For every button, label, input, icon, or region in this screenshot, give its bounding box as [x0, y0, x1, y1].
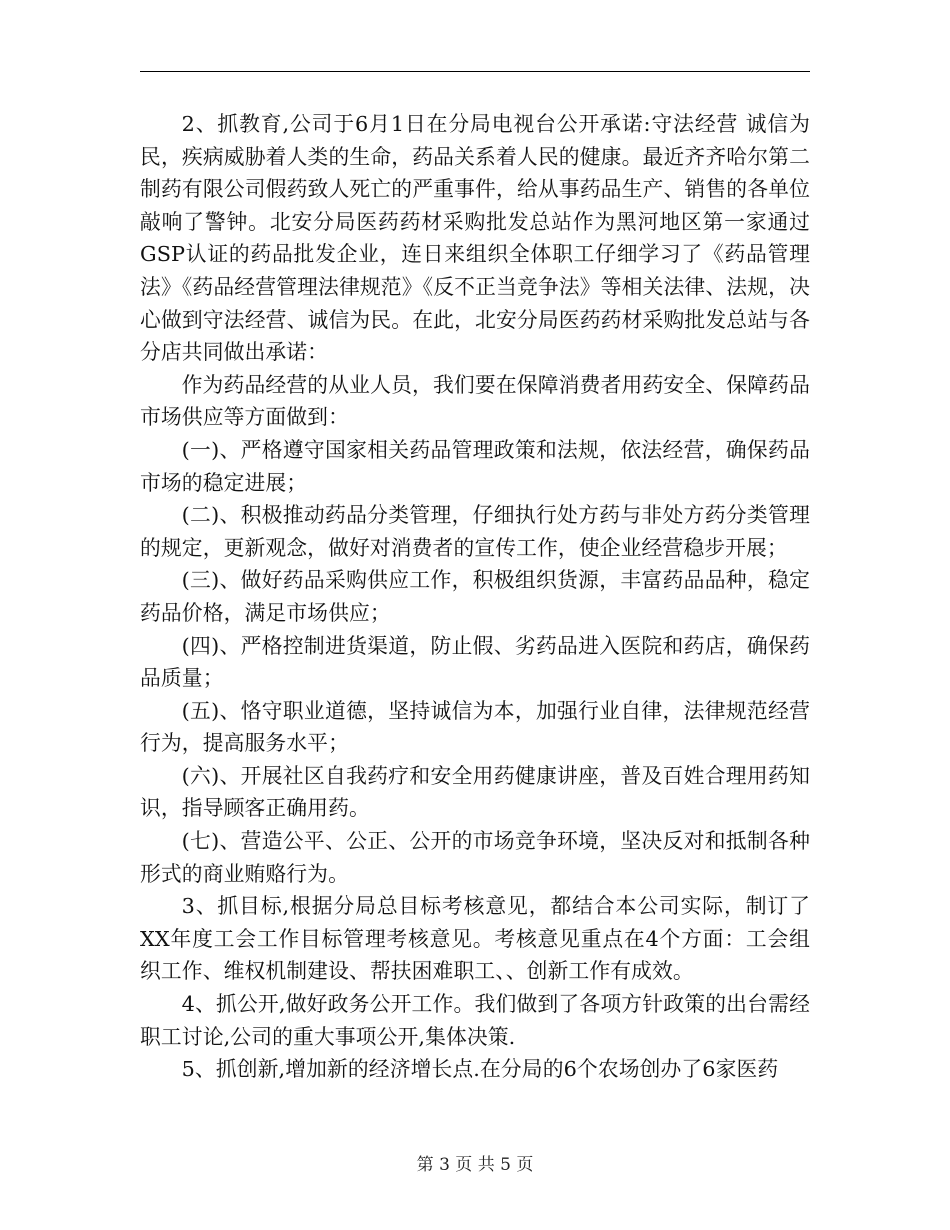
- paragraph-item-4: (四)、严格控制进货渠道，防止假、劣药品进入医院和药店，确保药品质量；: [140, 633, 810, 691]
- paragraph-item-2: (二)、积极推动药品分类管理，仔细执行处方药与非处方药分类管理的规定，更新观念，做好对消费者的宣传工作，使企业经营稳步开展；: [140, 503, 810, 560]
- paragraph-openness: 4、抓公开,做好政务公开工作。我们做到了各项方针政策的出台需经职工讨论,公司的重大事项公开,集体决策.: [140, 992, 810, 1049]
- paragraph-innovation: 5、抓创新,增加新的经济增长点.在分局的6个农场创办了6家医药: [181, 1057, 779, 1082]
- paragraph-item-3: (三)、做好药品采购供应工作，积极组织货源，丰富药品品种，稳定药品价格，满足市场供应；: [140, 568, 810, 625]
- paragraph-item-5: (五)、恪守职业道德，坚持诚信为本，加强行业自律，法律规范经营行为，提高服务水平；: [140, 698, 810, 756]
- document-body: [140, 108, 810, 1086]
- paragraph-goals: 3、抓目标,根据分局总目标考核意见，都结合本公司实际，制订了XX年度工会工作目标管理考核意见。考核意见重点在4个方面：工会组织工作、维权机制建设、帮扶困难职工、、创新工作有成效。: [140, 894, 810, 984]
- paragraph-item-1: (一)、严格遵守国家相关药品管理政策和法规，依法经营，确保药品市场的稳定进展；: [140, 437, 810, 495]
- paragraph-item-6: (六)、开展社区自我药疗和安全用药健康讲座，普及百姓合理用药知识，指导顾客正确用药。: [140, 763, 810, 821]
- paragraph-item-7: (七)、营造公平、公正、公开的市场竞争环境，坚决反对和抵制各种形式的商业贿赂行为。: [140, 829, 810, 886]
- page-footer: 第 3 页 共 5 页: [416, 1155, 534, 1175]
- paragraph-education: 2、抓教育,公司于6月1日在分局电视台公开承诺:守法经营 诚信为民，疾病威胁着人类的生命，药品关系着人民的健康。最近齐齐哈尔第二制药有限公司假药致人死亡的严重事件，给从事药品生产、销售的各单位敲响了警钟。北安分局医药药材采购批发总站作为黑河地区第一家通过GSP认证的药品批发企业，连日来组织全体职工仔细学习了《药品管理法》《药品经营管理法律规范》《反不正当竞争法》等相关法律、法规，决心做到守法经营、诚信为民。在此，北安分局医药药材采购批发总站与各分店共同做出承诺：: [140, 112, 810, 365]
- header-rule: [140, 71, 810, 72]
- paragraph-commitment-intro: 作为药品经营的从业人员，我们要在保障消费者用药安全、保障药品市场供应等方面做到：: [140, 372, 810, 430]
